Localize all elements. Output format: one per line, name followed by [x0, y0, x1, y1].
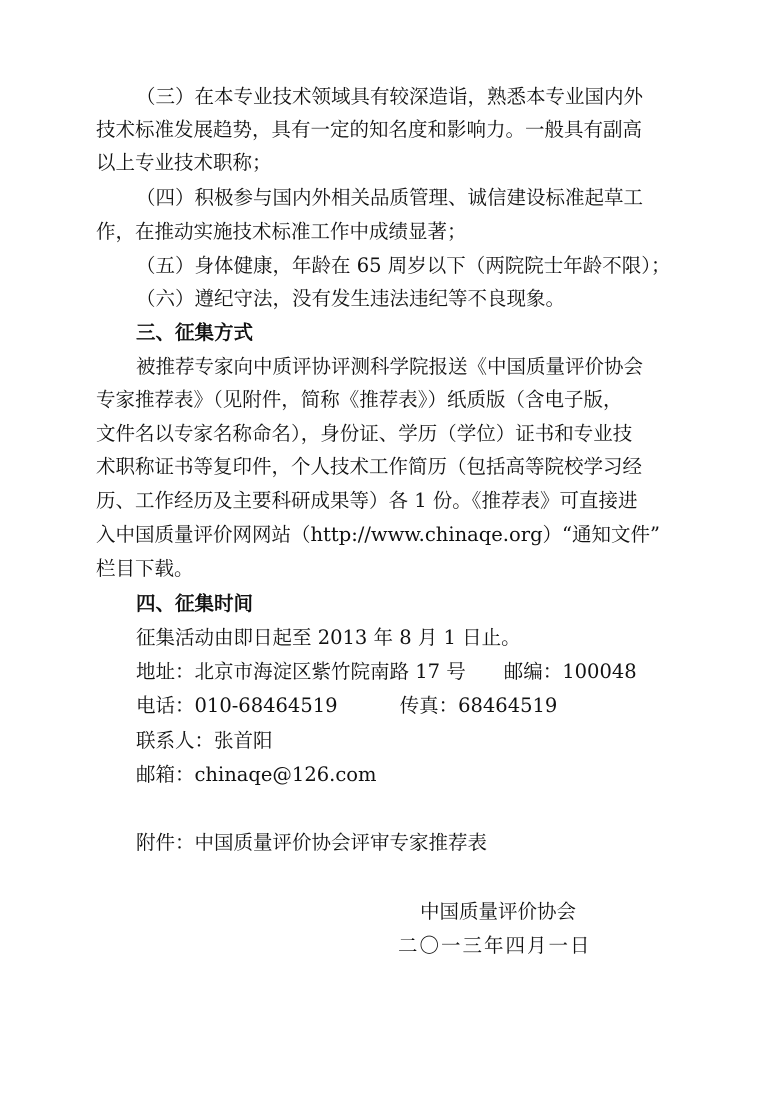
- address-line: [136, 659, 637, 685]
- deadline-text: 征集活动由即日起至 2013 年 8 月 1 日止。: [136, 626, 521, 649]
- criteria-item-3-line-1: （三）在本专业技术领域具有较深造诣，熟悉本专业国内外: [136, 85, 644, 108]
- contact-person: 联系人：张首阳: [136, 729, 273, 752]
- address-text: 地址：北京市海淀区紫竹院南路 17 号: [136, 660, 466, 683]
- section-3-para-line-3: 文件名以专家名称命名），身份证、学历（学位）证书和专业技: [96, 422, 633, 445]
- section-4-heading: 四、征集时间: [136, 592, 254, 615]
- attachment-note: 附件：中国质量评价协会评审专家推荐表: [136, 831, 488, 854]
- signature-date: 二〇一三年四月一日: [398, 934, 592, 957]
- email-text: 邮箱：chinaqe@126.com: [136, 763, 377, 786]
- criteria-item-6: （六）遵纪守法，没有发生违法违纪等不良现象。: [136, 287, 566, 310]
- criteria-item-3-line-3: 以上专业技术职称；: [96, 151, 272, 174]
- criteria-item-4-line-1: （四）积极参与国内外相关品质管理、诚信建设标准起草工: [136, 186, 644, 209]
- section-3-para-line-4: 术职称证书等复印件，个人技术工作简历（包括高等院校学习经: [96, 455, 643, 478]
- section-3-heading: 三、征集方式: [136, 321, 254, 344]
- phone-line: [136, 693, 557, 719]
- criteria-item-4-line-2: 作，在推动实施技术标准工作中成绩显著；: [96, 220, 467, 243]
- criteria-item-5: （五）身体健康，年龄在 65 周岁以下（两院院士年龄不限）；: [136, 254, 671, 277]
- signature-org: 中国质量评价协会: [420, 900, 577, 923]
- section-3-para-line-2: 专家推荐表》（见附件，简称《推荐表》）纸质版（含电子版，: [96, 388, 623, 411]
- phone-text: 电话：010-68464519: [136, 694, 338, 717]
- section-3-para-line-6: 入中国质量评价网网站（http://www.chinaqe.org）“通知文件”: [96, 523, 660, 546]
- criteria-item-3-line-2: 技术标准发展趋势，具有一定的知名度和影响力。一般具有副高: [96, 118, 643, 141]
- postcode-text: 邮编：100048: [503, 660, 637, 683]
- fax-text: 传真：68464519: [399, 694, 558, 717]
- section-3-para-line-5: 历、工作经历及主要科研成果等）各 1 份。《推荐表》可直接进: [96, 489, 638, 512]
- section-3-para-line-1: 被推荐专家向中质评协评测科学院报送《中国质量评价协会: [136, 355, 644, 378]
- section-3-para-line-7: 栏目下载。: [96, 557, 194, 580]
